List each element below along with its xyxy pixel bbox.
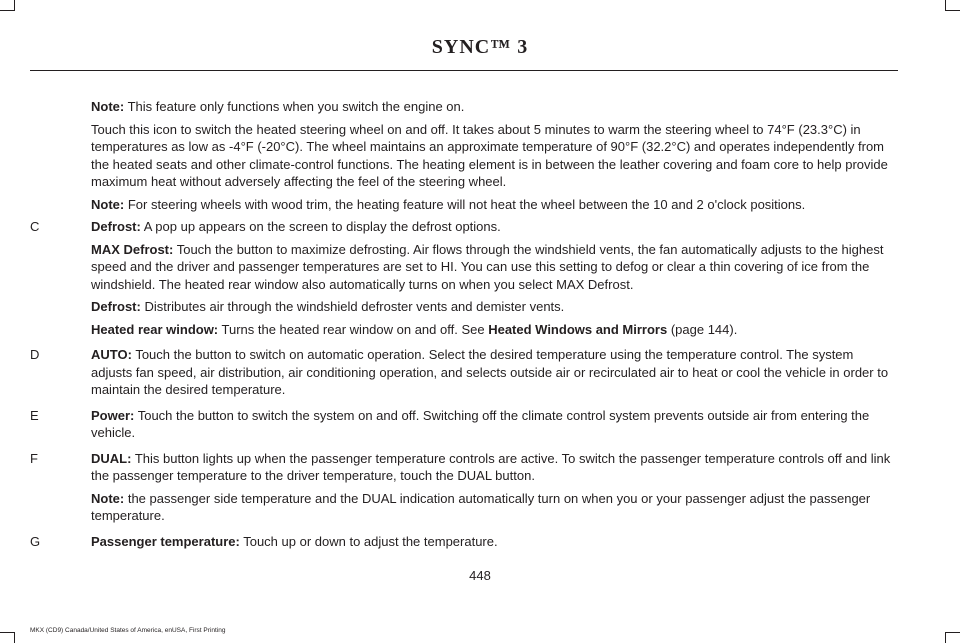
note-text: This feature only functions when you switch the engine on. xyxy=(124,99,465,114)
item-key: C xyxy=(30,219,40,234)
heated-steering-wheel-paragraph: Touch this icon to switch the heated steering wheel on and off. It takes about 5 minutes to warm the steering wheel to 74°F (23.3°C) in temperatures as low as -4°F (-20°C). The wheel maintains an approximate temperature of 90°F (32.2°C) and operates independently from the heated seats and other climate-control functions. The heating element is in between the leather covering and foam core to help provide maximum heat without adversely affecting the feel of the steering wheel. xyxy=(91,121,888,189)
note-label: Note: xyxy=(91,99,125,114)
item-key: F xyxy=(30,450,38,466)
item-text: Touch the button to switch the system on and off. Switching off the climate control system prevents outside air from entering the vehicle. xyxy=(91,407,870,440)
heated-rear-window-paragraph xyxy=(30,321,894,339)
note-label: Note: xyxy=(91,490,125,506)
crop-mark xyxy=(14,0,15,11)
item-f-dual xyxy=(30,450,894,485)
item-text: A pop up appears on the screen to display the defrost options. xyxy=(140,219,501,234)
item-label: Power: xyxy=(91,407,135,423)
item-key: G xyxy=(30,533,41,549)
footer-edition: MKX (CD9) Canada/United States of America, enUSA, First Printing xyxy=(30,627,226,634)
max-defrost-label: MAX Defrost: xyxy=(91,241,174,257)
item-g-passenger-temperature xyxy=(30,533,894,551)
header-divider xyxy=(30,70,898,71)
item-label: Defrost: xyxy=(91,219,141,234)
page-number: 448 xyxy=(469,568,491,583)
rear-window-text: Turns the heated rear window on and off. See xyxy=(218,321,489,337)
note-text: For steering wheels with wood trim, the heating feature will not heat the wheel between the 10 and 2 o'clock positions. xyxy=(124,196,806,212)
note-label: Note: xyxy=(91,196,125,212)
defrost-label: Defrost: xyxy=(91,299,141,314)
crop-mark xyxy=(945,632,946,643)
item-label: DUAL: xyxy=(91,450,132,466)
item-label: Passenger temperature: xyxy=(91,533,240,549)
crop-mark xyxy=(14,632,15,643)
note-paragraph xyxy=(30,196,894,214)
item-text: Touch up or down to adjust the temperature. xyxy=(239,533,498,549)
note-paragraph xyxy=(30,98,894,116)
max-defrost-text: Touch the button to maximize defrosting. Air flows through the windshield vents, the fan automatically adjusts to the highest speed and the driver and passenger temperatures are set to HI. You can use this setting to defog or clear a thin covering of ice from the windshield. The heated rear window also automatically turns on when you select MAX Defrost. xyxy=(91,241,884,292)
rear-window-label: Heated rear window: xyxy=(91,321,219,337)
crop-mark xyxy=(0,10,14,11)
defrost-paragraph xyxy=(30,298,894,316)
note-paragraph xyxy=(30,490,894,525)
page-reference: (page 144). xyxy=(667,321,738,337)
max-defrost-paragraph xyxy=(30,241,894,294)
note-text: the passenger side temperature and the DUAL indication automatically turn on when you or your passenger adjust the passenger temperature. xyxy=(91,490,871,523)
defrost-text: Distributes air through the windshield defroster vents and demister vents. xyxy=(140,299,565,314)
crop-mark xyxy=(946,632,960,633)
item-text: This button lights up when the passenger temperature controls are active. To switch the passenger temperature controls off and link the passenger temperature to the driver temperature, touch the DUAL button. xyxy=(91,450,891,483)
item-e-power xyxy=(30,407,894,442)
manual-content xyxy=(30,98,894,555)
crop-mark xyxy=(946,10,960,11)
heated-windows-mirrors-link[interactable]: Heated Windows and Mirrors xyxy=(488,321,668,337)
item-c-defrost xyxy=(30,218,894,236)
item-key: D xyxy=(30,347,40,362)
item-d-auto xyxy=(30,346,894,399)
crop-mark xyxy=(0,632,14,633)
item-key: E xyxy=(30,407,39,423)
item-label: AUTO: xyxy=(91,347,132,362)
item-text: Touch the button to switch on automatic operation. Select the desired temperature using the temperature control. The system adjusts fan speed, air distribution, air conditioning operation, and selects outside air or recirculated air to heat or cool the vehicle in order to maintain the desired temperature. xyxy=(91,347,889,397)
page-title: SYNC™ 3 xyxy=(431,36,529,58)
